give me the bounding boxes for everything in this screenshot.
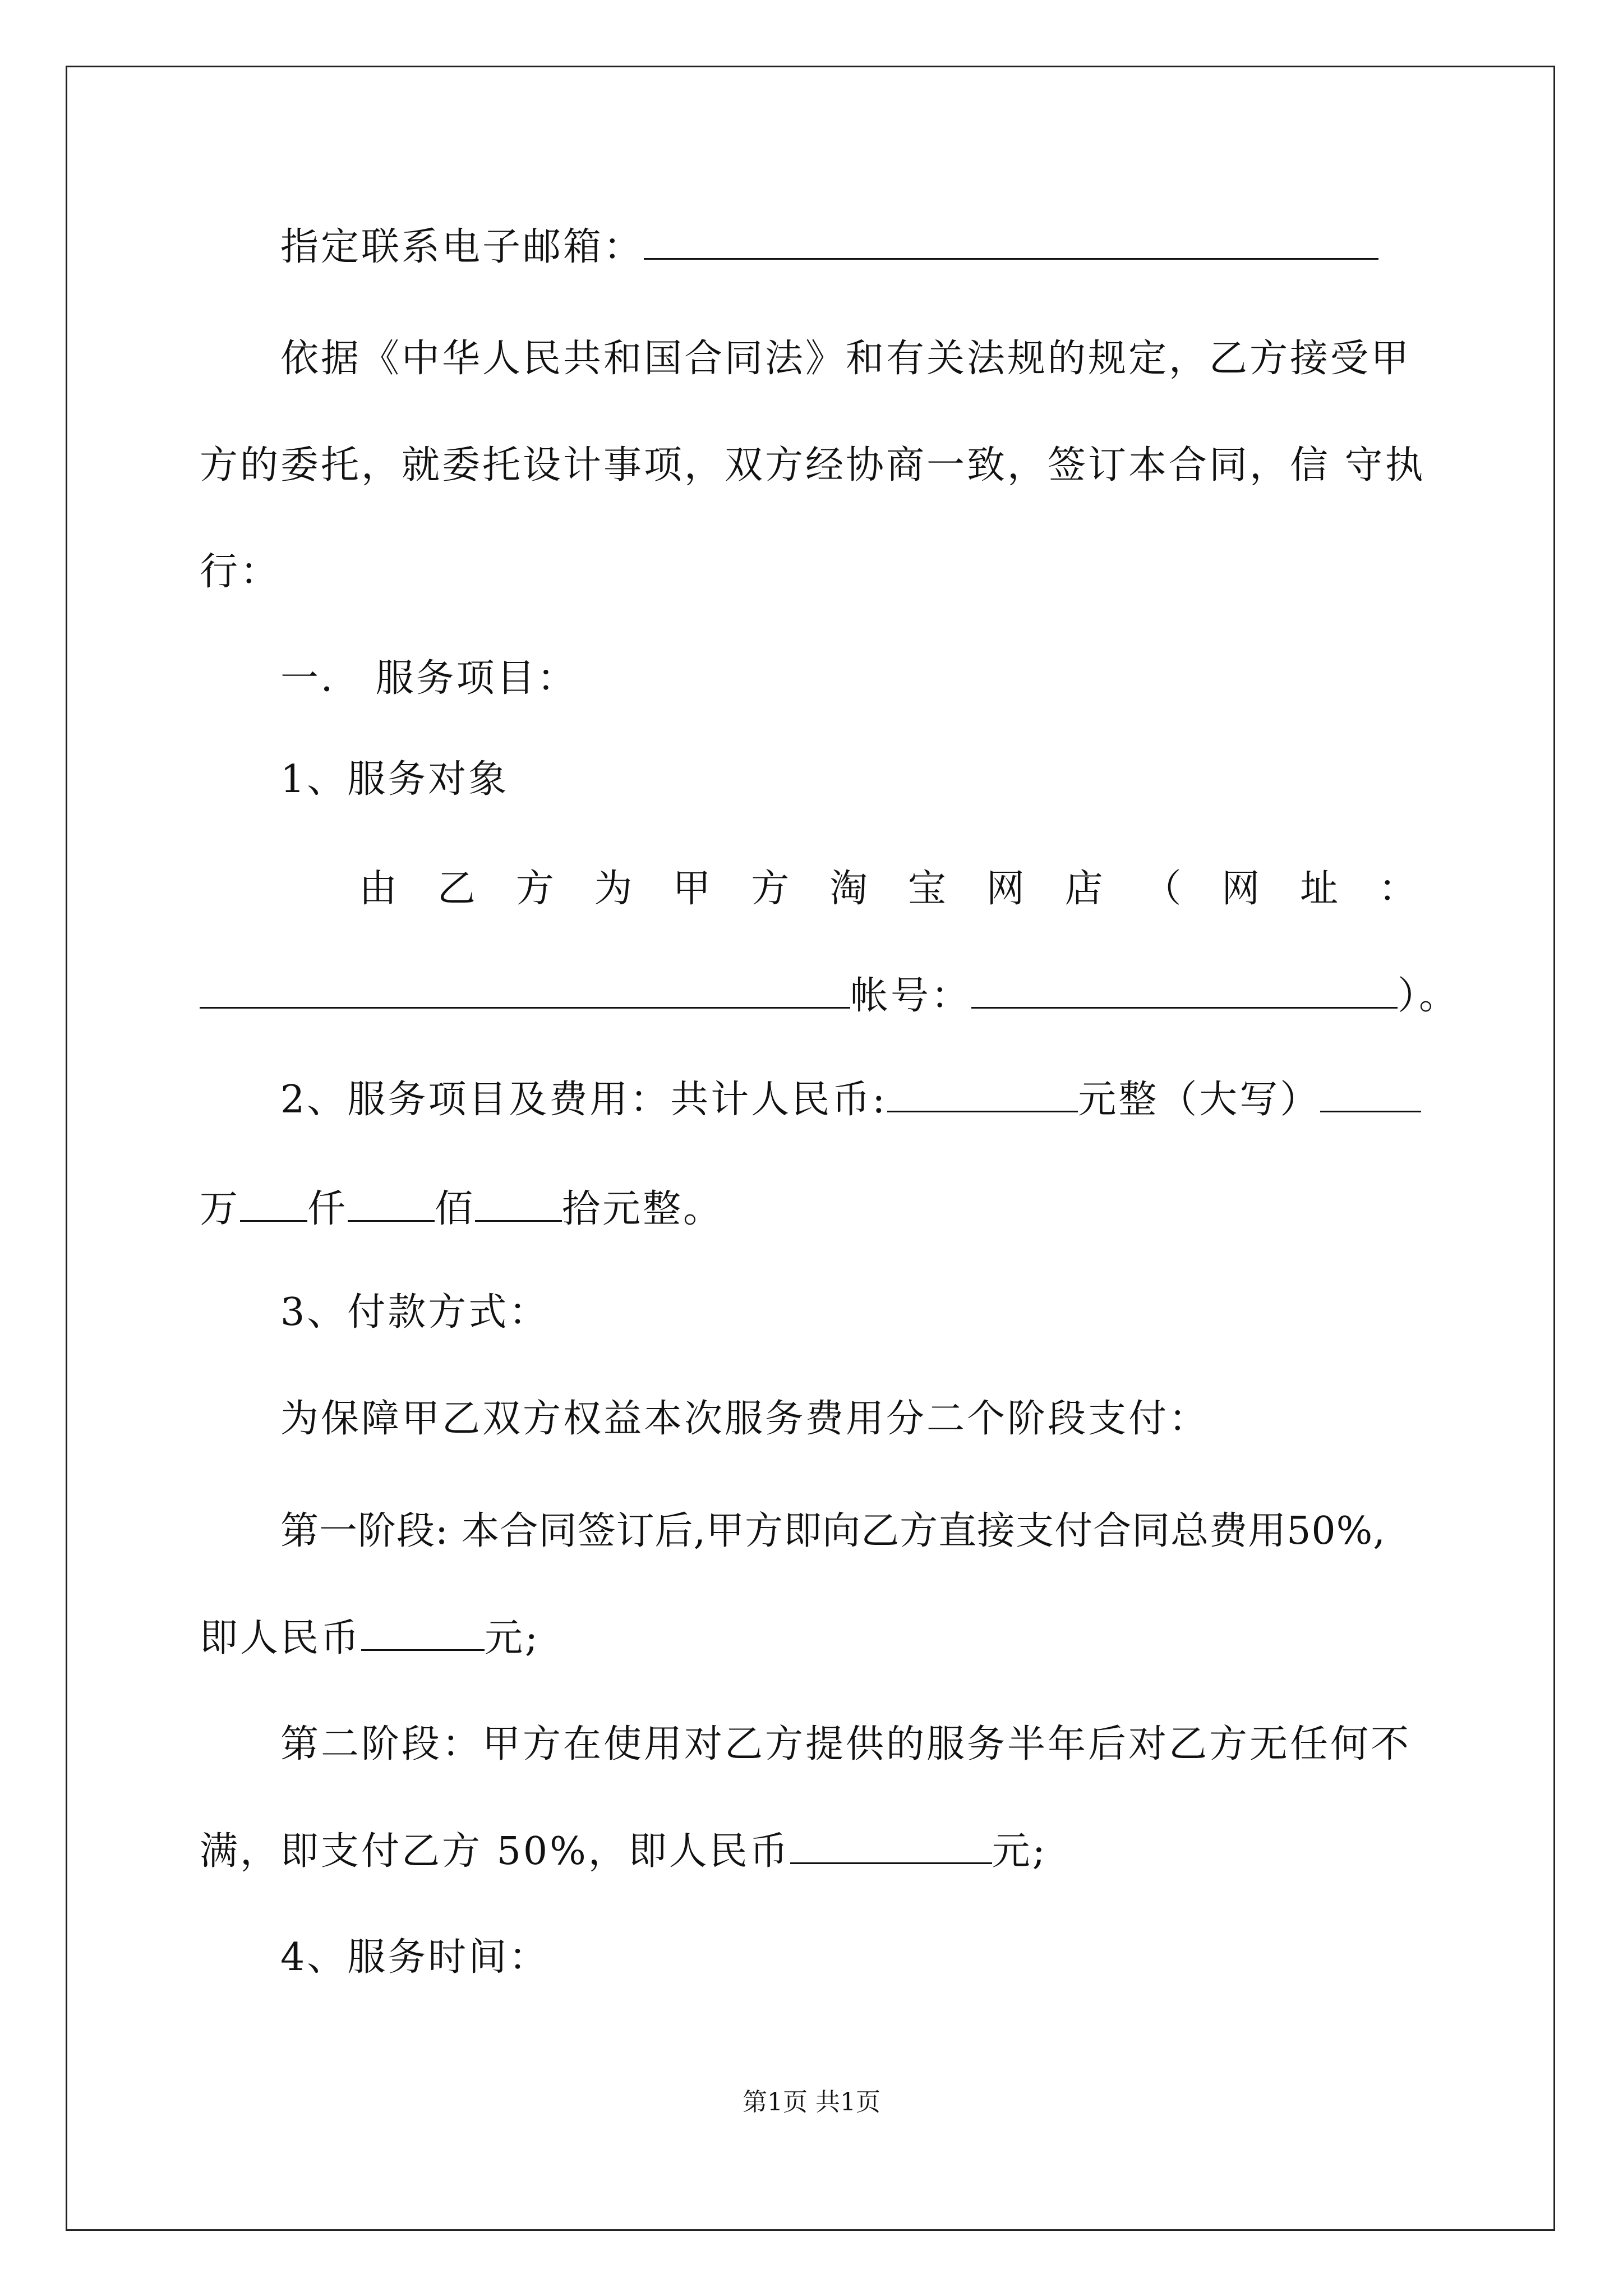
stage-1b-label: 即人民币 [200,1616,362,1660]
amount-blank [887,1077,1078,1112]
bai-blank [475,1186,562,1222]
account-line [200,973,1460,1019]
stage-1-line: 第一阶段: 本合同签订后,甲方即向乙方直接支付合同总费用50%, [280,1509,1386,1553]
intro-line-1: 依据《中华人民共和国合同法》和有关法规的规定，乙方接受甲 [280,337,1412,381]
stage-1b-line [200,1616,1422,1661]
email-label: 指定联系电子邮箱： [280,225,644,269]
page-footer: 第1页 共1页 [743,2088,880,2116]
amount-shi: 拾元整。 [562,1187,724,1231]
item-2-label: 2、服务项目及费用：共计人民币: [280,1078,888,1122]
item-3-heading: 3、付款方式： [280,1290,550,1335]
stage-2-blank [790,1829,992,1864]
wan-blank [240,1186,307,1222]
item-2-mid: 元整（大写） [1078,1078,1321,1122]
account-close: ）。 [1398,974,1460,1018]
page-frame [66,66,1555,2231]
amount-upper-blank [1320,1077,1421,1112]
amount-wan: 万 [200,1187,241,1231]
item-2-line [280,1077,1422,1122]
stage-2b-unit: 元; [992,1829,1048,1874]
section-1-heading: 一． 服务项目： [280,656,578,701]
amount-bai: 佰 [435,1187,476,1231]
item-1-heading: 1、服务对象 [280,757,509,802]
amount-upper-line [200,1186,1422,1232]
email-line [280,224,1422,270]
stage-2b-line [200,1829,1422,1874]
stage-2b-label: 满，即支付乙方 50%，即人民币 [200,1829,790,1874]
stage-1b-unit: 元; [485,1616,540,1660]
intro-line-2: 方的委托，就委托设计事项，双方经协商一致，签订本合同，信 守执 [200,443,1426,487]
qian-blank [348,1186,435,1222]
item-4-heading: 4、服务时间： [280,1935,550,1980]
stage-2-line: 第二阶段：甲方在使用对乙方提供的服务半年后对乙方无任何不 [280,1722,1412,1766]
stage-1-blank [361,1616,485,1651]
account-blank [971,973,1398,1009]
payment-intro: 为保障甲乙双方权益本次服务费用分二个阶段支付： [280,1397,1210,1441]
email-blank [644,224,1378,260]
shop-line: 由 乙 方 为 甲 方 淘 宝 网 店 （ 网 址 ： [359,867,1419,911]
intro-line-3: 行： [200,550,281,594]
account-label: 帐号： [850,974,972,1018]
amount-qian: 仟 [307,1187,348,1231]
url-blank [200,973,850,1009]
